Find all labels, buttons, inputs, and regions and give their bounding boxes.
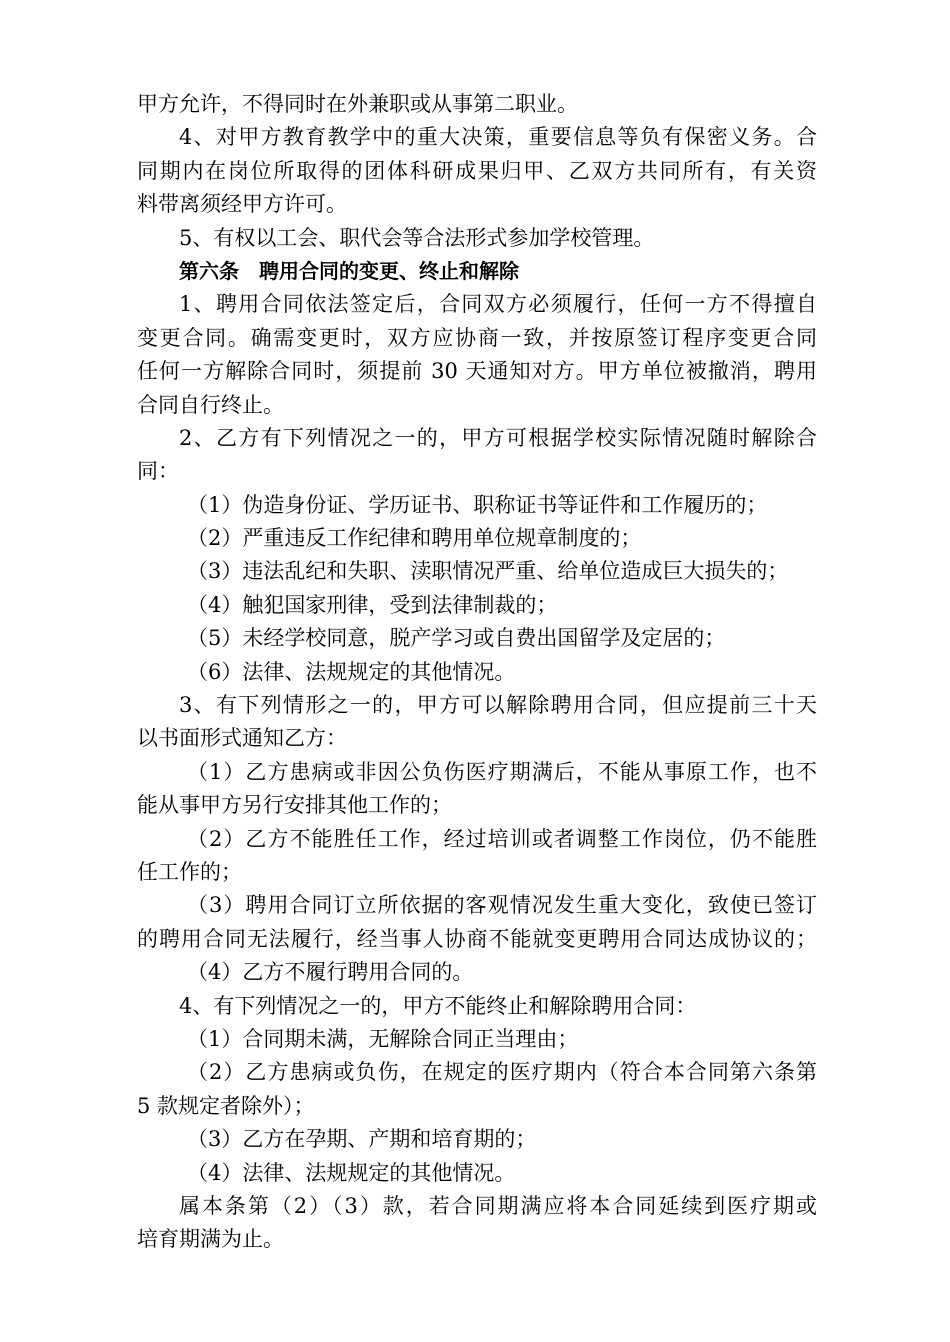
text-line: 甲方允许，不得同时在外兼职或从事第二职业。 [137, 92, 578, 116]
text-line: 变更合同。确需变更时，双方应协商一致，并按原签订程序变更合同 [137, 325, 817, 350]
text-line: 以书面形式通知乙方： [137, 726, 347, 751]
text-line: 1、聘用合同依法签定后，合同双方必须履行，任何一方不得擅自 [179, 292, 817, 317]
list-item: （2）乙方不能胜任工作，经过培训或者调整工作岗位，仍不能胜 [187, 826, 817, 851]
text-line: 任工作的； [137, 859, 242, 884]
list-item: （4）触犯国家刑律，受到法律制裁的； [187, 592, 558, 617]
list-item: （2）严重违反工作纪律和聘用单位规章制度的； [187, 526, 642, 551]
text-line: 5、有权以工会、职代会等合法形式参加学校管理。 [179, 225, 655, 250]
text-line: 任何一方解除合同时，须提前 30 天通知对方。甲方单位被撤消，聘用 [137, 359, 817, 384]
list-item: （4）法律、法规规定的其他情况。 [187, 1160, 516, 1185]
text-line: 能从事甲方另行安排其他工作的； [137, 793, 452, 818]
text-line: 合同自行终止。 [137, 392, 284, 417]
text-line: 同： [137, 459, 179, 484]
contract-text [137, 88, 817, 1257]
list-item: （1）伪造身份证、学历证书、职称证书等证件和工作履历的； [187, 492, 768, 517]
list-item: （1）合同期未满，无解除合同正当理由； [187, 1026, 579, 1051]
list-item: （6）法律、法规规定的其他情况。 [187, 659, 516, 684]
list-item: （3）聘用合同订立所依据的客观情况发生重大变化，致使已签订 [187, 893, 817, 918]
text-line: 料带离须经甲方许可。 [137, 192, 347, 217]
text-line: 4、对甲方教育教学中的重大决策，重要信息等负有保密义务。合 [179, 125, 817, 150]
list-item: （1）乙方患病或非因公负伤医疗期满后，不能从事原工作，也不 [187, 759, 817, 784]
text-line: 培育期满为止。 [137, 1227, 284, 1252]
text-line: 5 款规定者除外）； [137, 1093, 315, 1118]
list-item: （3）乙方在孕期、产期和培育期的； [187, 1127, 537, 1152]
text-line: 的聘用合同无法履行，经当事人协商不能就变更聘用合同达成协议的； [137, 926, 817, 951]
text-line: 同期内在岗位所取得的团体科研成果归甲、乙双方共同所有，有关资 [137, 158, 817, 183]
list-item: （4）乙方不履行聘用合同的。 [187, 960, 474, 985]
text-line: 4、有下列情况之一的，甲方不能终止和解除聘用合同： [179, 993, 697, 1018]
text-line: 属本条第（2）（3）款，若合同期满应将本合同延续到医疗期或 [179, 1193, 817, 1218]
text-line: 3、有下列情形之一的，甲方可以解除聘用合同，但应提前三十天 [179, 693, 817, 718]
list-item: （2）乙方患病或负伤，在规定的医疗期内（符合本合同第六条第 [187, 1060, 817, 1085]
section-heading: 第六条 聘用合同的变更、终止和解除 [179, 258, 519, 283]
text-line: 2、乙方有下列情况之一的，甲方可根据学校实际情况随时解除合 [179, 425, 817, 450]
list-item: （5）未经学校同意，脱产学习或自费出国留学及定居的； [187, 626, 726, 651]
list-item: （3）违法乱纪和失职、渎职情况严重、给单位造成巨大损失的； [187, 559, 789, 584]
